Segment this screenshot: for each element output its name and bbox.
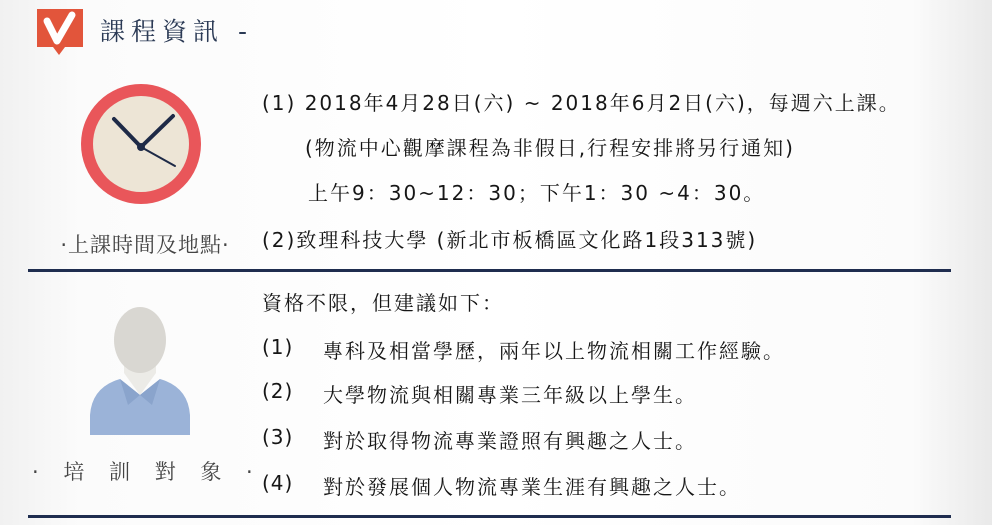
- person-icon: [80, 305, 200, 440]
- audience-section-label: · 培 訓 對 象 ·: [32, 460, 262, 484]
- section-divider: [28, 515, 951, 518]
- list-item-number: (4): [262, 471, 294, 495]
- schedule-hours: 上午9：30~12：30；下午1：30 ~4：30。: [308, 181, 766, 205]
- checkmark-badge-icon: [35, 7, 85, 57]
- list-item-number: (3): [262, 425, 294, 449]
- page-title: 課程資訊 -: [100, 17, 253, 46]
- schedule-dates: (1) 2018年4月28日(六) ~ 2018年6月2日(六)，每週六上課。: [262, 91, 901, 115]
- schedule-location: (2)致理科技大學 (新北市板橋區文化路1段313號): [262, 228, 758, 252]
- list-item: 對於發展個人物流專業生涯有興趣之人士。: [323, 475, 741, 499]
- list-item-number: (1): [262, 335, 294, 359]
- schedule-note: (物流中心觀摩課程為非假日,行程安排將另行通知): [305, 136, 795, 160]
- schedule-section-label: ·上課時間及地點·: [60, 233, 230, 257]
- list-item: 大學物流與相關專業三年級以上學生。: [323, 383, 697, 407]
- list-item: 專科及相當學歷，兩年以上物流相關工作經驗。: [323, 339, 785, 363]
- clock-icon: [77, 80, 205, 208]
- list-item-number: (2): [262, 379, 294, 403]
- audience-intro: 資格不限，但建議如下：: [262, 291, 504, 315]
- list-item: 對於取得物流專業證照有興趣之人士。: [323, 429, 697, 453]
- section-divider: [28, 269, 951, 272]
